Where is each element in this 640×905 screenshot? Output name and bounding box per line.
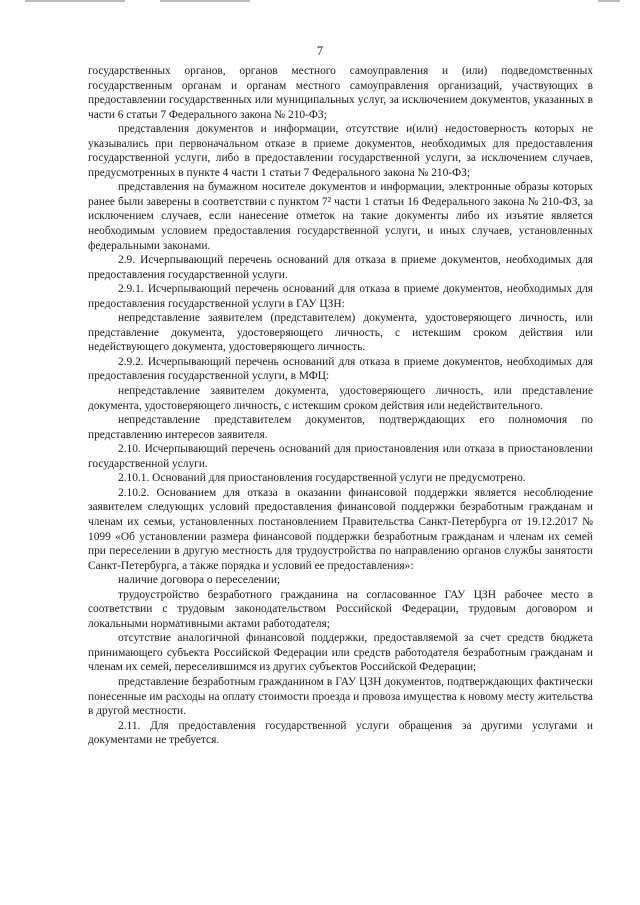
paragraph: 2.9.1. Исчерпывающий перечень оснований для отказа в приеме документов, необходимых для предоставления государственной услуги в ГАУ ЦЗН: bbox=[88, 283, 593, 310]
paragraph: представление безработным гражданином в ГАУ ЦЗН документов, подтверждающих фактически понесенные им расходы на оплату стоимости проезда и провоза имущества к новому месту жительства в другой местности. bbox=[88, 675, 593, 718]
page-number: 7 bbox=[316, 44, 324, 58]
paragraph: 2.10.2. Основанием для отказа в оказании финансовой поддержки является несоблюдение заявителем следующих условий предоставления финансовой поддержки безработным гражданам и членам их семьи, установленных постановлением Правительства Санкт-Петербурга от 19.12.2017 № 1099 «Об установлении размера финансовой поддержки безработным гражданам и членам их семей при переселении в другую местность для трудоустройства по направлению органов службы занятости Санкт-Петербурга, а также порядка и условий ее предоставления»: bbox=[88, 486, 593, 572]
paragraph: непредставление заявителем (представителем) документа, удостоверяющего личность, или представление документа, удостоверяющего личность, с истекшим сроком действия или недействующего документа, удостоверяющего личность. bbox=[88, 312, 593, 354]
paragraph: представления на бумажном носителе документов и информации, электронные образы которых ранее были заверены в соответствии с пунктом 7² части 1 статьи 16 Федерального закона № 210-ФЗ, за исключением случаев, если нанесение отметок на такие документы либо их изъятие является необходимым условием предоставления государственной услуги, и иных случаев, установленных федеральными законами. bbox=[88, 181, 593, 252]
paragraph: отсутствие аналогичной финансовой поддержки, предоставляемой за счет средств бюджета принимающего субъекта Российской Федерации или средств работодателя безработным гражданам и членам их семей, переселившимся из других субъектов Российской Федерации; bbox=[88, 632, 593, 674]
scan-edge-mark-left bbox=[25, 0, 125, 2]
paragraph: непредставление заявителем документа, удостоверяющего личность, или представление документа, удостоверяющего личность, с истекшим сроком действия или недействительного. bbox=[88, 385, 593, 412]
paragraph: 2.10.1. Оснований для приостановления государственной услуги не предусмотрено. bbox=[118, 472, 526, 485]
paragraph: представления документов и информации, отсутствие и(или) недостоверность которых не указывались при первоначальном отказе в приеме документов, необходимых для предоставления государственной услуги, либо в предоставлении государственной услуги, за исключением случаев, предусмотренных в пункте 4 части 1 статьи 7 Федерального закона № 210-ФЗ; bbox=[88, 123, 593, 179]
paragraph: непредставление представителем документов, подтверждающих его полномочия по представлению интересов заявителя. bbox=[88, 414, 593, 441]
paragraph: наличие договора о переселении; bbox=[118, 574, 281, 587]
paragraph: 2.9. Исчерпывающий перечень оснований для отказа в приеме документов, необходимых для предоставления государственной услуги. bbox=[88, 254, 593, 281]
paragraph: трудоустройство безработного гражданина на согласованное ГАУ ЦЗН рабочее место в соответствии с трудовым законодательством Российской Федерации, трудовым договором и локальными нормативными актами работодателя; bbox=[88, 588, 593, 630]
document-body bbox=[88, 64, 593, 748]
paragraph: 2.9.2. Исчерпывающий перечень оснований для отказа в приеме документов, необходимых для предоставления государственной услуги, в МФЦ: bbox=[88, 355, 593, 383]
paragraph: 2.11. Для предоставления государственной услуги обращения за другими услугами и документами не требуется. bbox=[88, 719, 593, 747]
paragraph: государственных органов, органов местного самоуправления и (или) подведомственных государственным органам и органам местного самоуправления организаций, участвующих в предоставлении государственных или муниципальных услуг, за исключением документов, указанных в части 6 статьи 7 Федерального закона № 210-ФЗ; bbox=[88, 65, 593, 121]
paragraph: 2.10. Исчерпывающий перечень оснований для приостановления или отказа в приостановлении государственной услуги. bbox=[88, 443, 593, 470]
scan-edge-mark-center bbox=[160, 0, 250, 2]
scan-edge-mark-right bbox=[598, 0, 620, 2]
